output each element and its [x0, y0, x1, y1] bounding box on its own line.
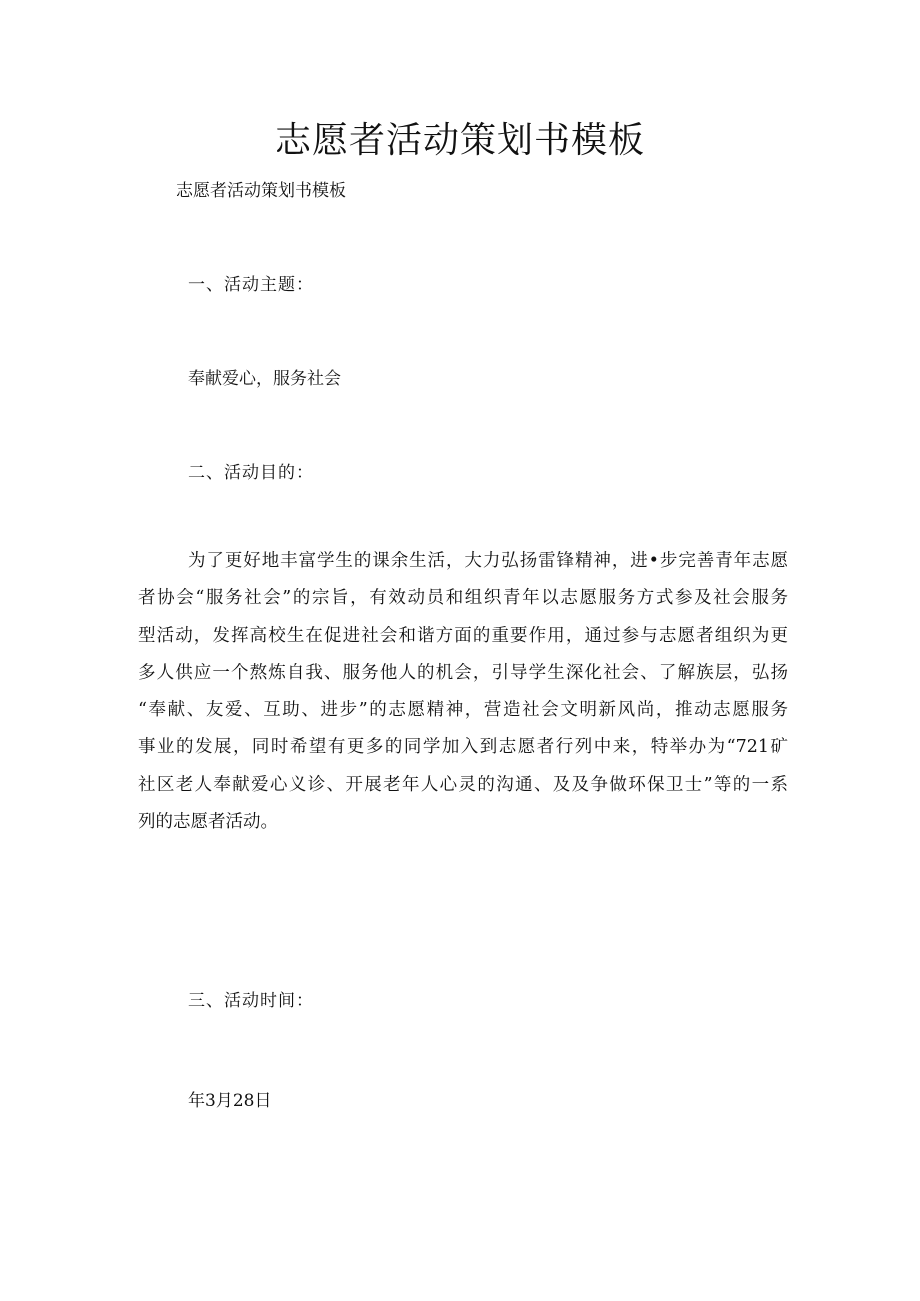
paragraph-line: 社区老人奉献爱心义诊、开展老年人心灵的沟通、及及争做环保卫士”等的一系 — [138, 774, 788, 795]
section-body-theme: 奉献爱心，服务社会 — [188, 369, 341, 389]
paragraph-line: “奉献、友爱、互助、进步”的志愿精神，营造社会文明新风尚，推动志愿服务 — [138, 700, 788, 721]
paragraph-line: 事业的发展，同时希望有更多的同学加入到志愿者行列中来，特举办为“721矿 — [138, 737, 788, 758]
section-body-time: 年3月28日 — [188, 1091, 272, 1111]
document-subtitle: 志愿者活动策划书模板 — [176, 181, 346, 201]
section-heading-time: 三、活动时间： — [188, 991, 314, 1011]
section-heading-purpose: 二、活动目的： — [188, 463, 314, 483]
paragraph-line: 为了更好地丰富学生的课余生活，大力弘扬雷锋精神，进•步完善青年志愿 — [188, 551, 788, 571]
section-body-purpose — [138, 543, 788, 841]
paragraph-line: 者协会“服务社会”的宗旨，有效动员和组织青年以志愿服务方式参及社会服务 — [138, 588, 788, 609]
paragraph-line: 列的志愿者活动。 — [138, 812, 278, 833]
section-heading-theme: 一、活动主题： — [188, 275, 314, 295]
paragraph-line: 多人供应一个熬炼自我、服务他人的机会，引导学生深化社会、了解族层，弘扬 — [138, 662, 788, 683]
document-title: 志愿者活动策划书模板 — [274, 120, 645, 161]
paragraph-line: 型活动，发挥高校生在促进社会和谐方面的重要作用，通过参与志愿者组织为更 — [138, 625, 788, 646]
